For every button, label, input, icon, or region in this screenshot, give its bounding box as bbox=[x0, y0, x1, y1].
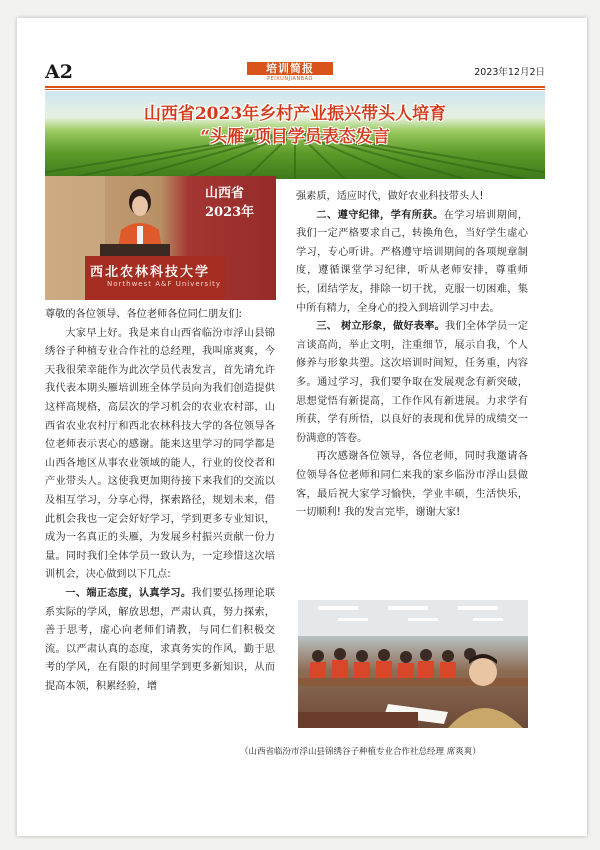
point-2-paragraph bbox=[296, 207, 528, 319]
photo-caption: （山西省临汾市浮山县锦绣谷子种植专业合作社总经理 席爽爽） bbox=[240, 747, 481, 757]
article-left-column bbox=[45, 306, 275, 696]
intro-paragraph: 大家早上好。我是来自山西省临汾市浮山县锦绣谷子种植专业合作社的总经理，我叫席爽爽，今天我很荣幸能作为此次学员代表发言，首先请允许我代表本期头雁培训班全体学员向为我们创造提供这样高规格，高层次的学习机会的农业农村部，山西省农业农村厅和西北农林科技大学的各位领导各位老师表示衷心的感谢。能来这里学习的同学都是山西各地区从事农业领域的能人，行业的佼佼者和产业带头人。这使我更加期待接下来我们的交流以及相互学习，分享心得，探索路径，规划未来，借此机会我也一定会好好学习，学到更多专业知识，成为一名真正的头雁，为发展乡村振兴贡献一份力量。同时我们全体学员一致认为，一定珍惜这次培训机会，决心做到以下几点: bbox=[45, 327, 275, 581]
point-2-body: 在学习培训期间，我们一定严格要求自己，转换角色，当好学生虚心学习，专心听讲。严格遵守培训期间的各项规章制度，遵循课堂学习纪律，听从老师安排，尊重师长，团结学友，排除一切干扰，克服一切困难，集中所有精力，全身心的投入到培训学习中去。 bbox=[296, 209, 529, 314]
header-divider bbox=[45, 86, 545, 88]
podium-university-name: 西北农林科技大学 bbox=[90, 265, 211, 280]
classroom-photo bbox=[298, 600, 528, 728]
point-1-body: 我们要弘扬理论联系实际的学风，解放思想，严肃认真，努力探索，善于思考，虚心向老师们请教，与同仁们积极交流。以严肃认真的态度，求真务实的作风，勤于思考的学风，在有限的时间里学到更多新知识，从而提高本领，积累经验，增 bbox=[45, 587, 276, 692]
point-1-continuation: 强素质，适应时代，做好农业科技带头人! bbox=[296, 191, 484, 202]
screen-text: 山西省2023年 bbox=[205, 186, 255, 220]
page-header bbox=[45, 60, 545, 84]
headline-line-2: “头雁”项目学员表态发言 bbox=[200, 127, 390, 147]
point-3-paragraph bbox=[296, 318, 528, 448]
point-1-paragraph bbox=[45, 585, 275, 697]
point-1-heading: 一、端正态度，认真学习。 bbox=[65, 587, 192, 599]
masthead-title: 培训简报 bbox=[247, 62, 333, 75]
classroom-scene bbox=[298, 600, 528, 728]
speaker-photo bbox=[45, 176, 276, 300]
article-right-column bbox=[296, 188, 528, 523]
headline-line-1: 山西省2023年乡村产业振兴带头人培育 bbox=[143, 104, 447, 124]
title-banner bbox=[45, 91, 545, 179]
masthead-pinyin: PEIXUNJIANBAO bbox=[267, 76, 313, 82]
point-3-heading: 三、 树立形象，做好表率。 bbox=[316, 321, 445, 333]
masthead bbox=[247, 62, 333, 84]
issue-date: 2023年12月2日 bbox=[474, 67, 545, 78]
greeting: 尊敬的各位领导、各位老师各位同仁朋友们: bbox=[45, 309, 242, 320]
page-number: A2 bbox=[45, 61, 73, 83]
closing-paragraph: 再次感谢各位领导，各位老师，同时我邀请各位领导各位老师和同仁来我的家乡临汾市浮山县做客，最后祝大家学习愉快，学业丰硕，生活快乐，一切顺利! 我的发言完毕，谢谢大家! bbox=[296, 451, 528, 519]
headline bbox=[45, 103, 545, 149]
point-3-body: 我们全体学员一定言谈高尚，举止文明，注重细节，展示自我，个人修养与形象共塑。这次培训时间短，任务重，内容多。通过学习，我们要争取在发展观念有新突破，思想觉悟有新提高，工作作风有新进展。力求学有所获，学有所悟，以良好的表现和优异的成绩交一份满意的答卷。 bbox=[296, 321, 529, 444]
podium-university-english: Northwest A&F University bbox=[107, 280, 222, 288]
header-divider-thin bbox=[45, 89, 545, 90]
point-2-heading: 二、遵守纪律，学有所获。 bbox=[316, 209, 444, 221]
